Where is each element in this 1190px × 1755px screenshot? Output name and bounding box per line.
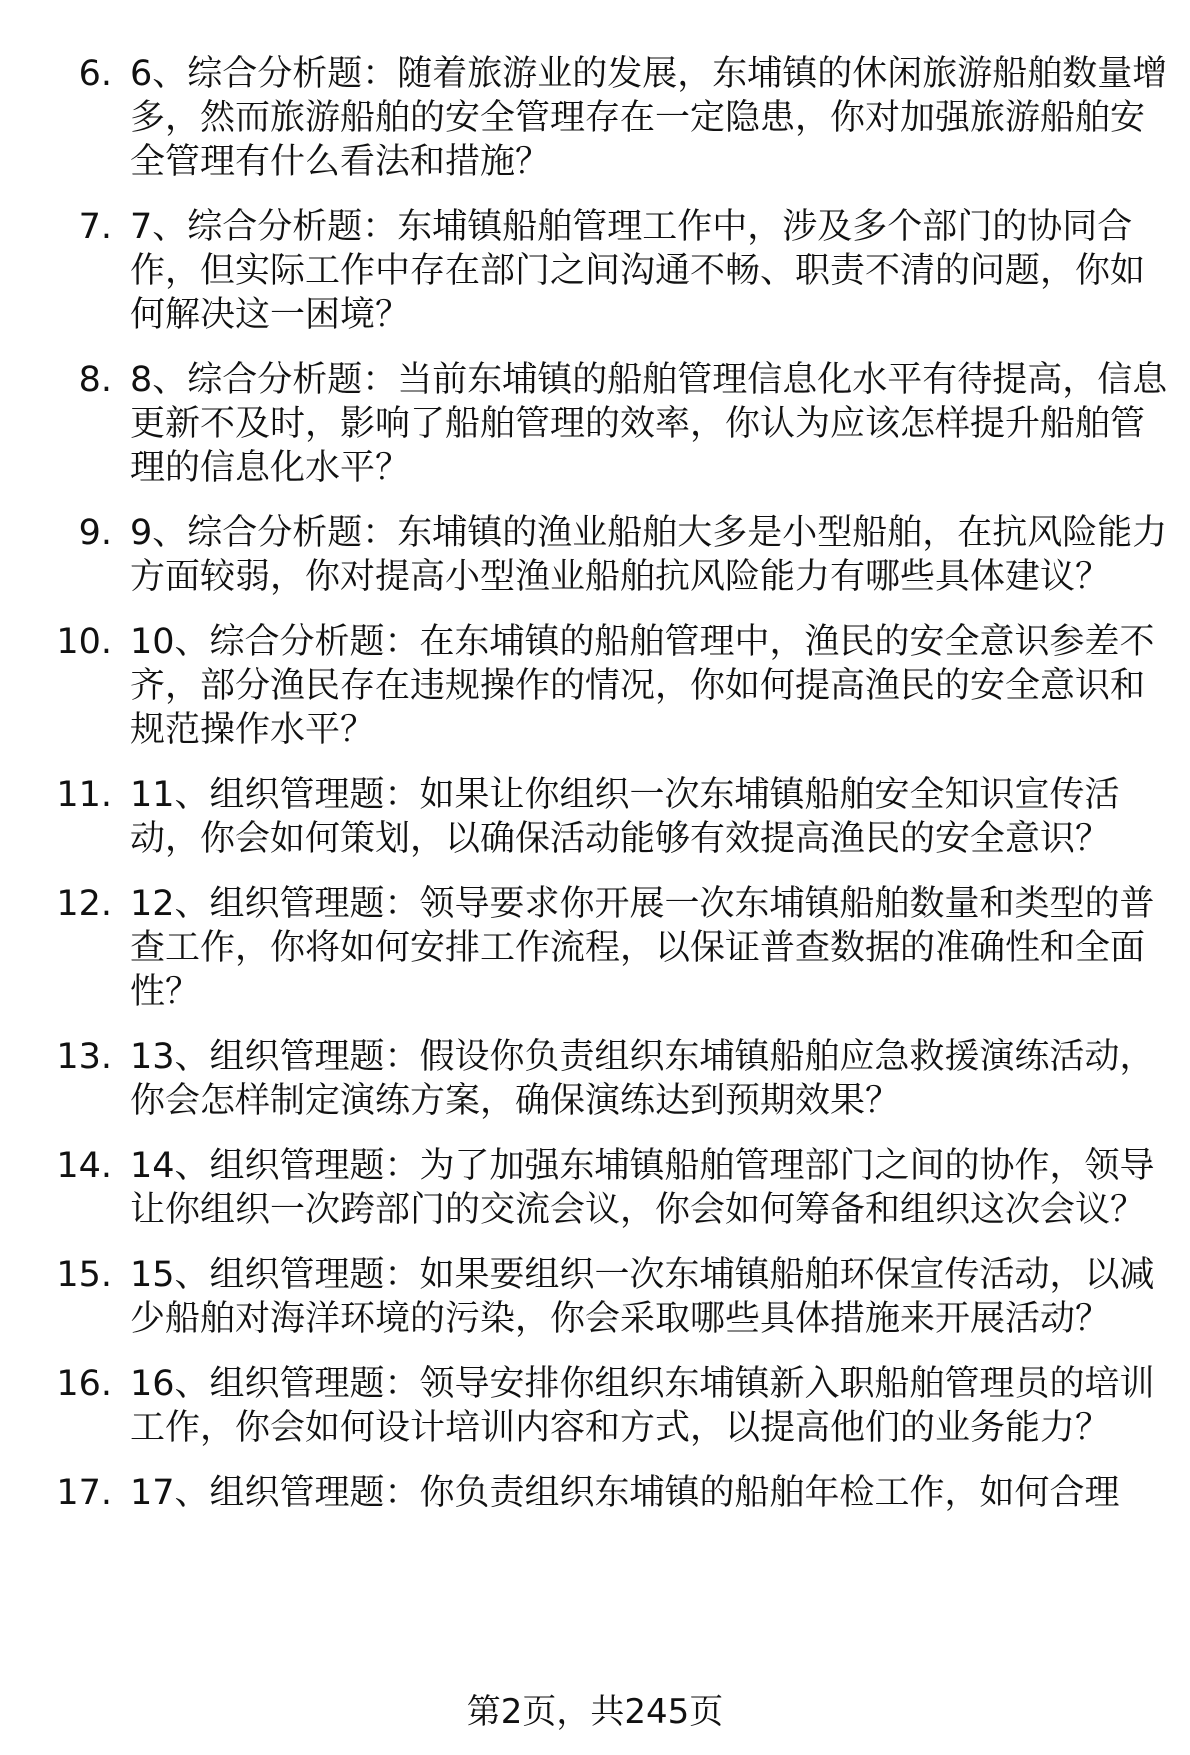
list-item <box>0 620 1190 752</box>
item-number: 6. <box>78 54 112 94</box>
list-item <box>0 511 1190 599</box>
item-number: 9. <box>78 513 112 553</box>
list-item <box>0 1253 1190 1341</box>
item-number: 17. <box>56 1473 112 1513</box>
list-item <box>0 205 1190 337</box>
page-footer: 第2页，共245页 <box>466 1692 724 1732</box>
question-text: 8、综合分析题：当前东埔镇的船舶管理信息化水平有待提高，信息更新不及时，影响了船舶管理的效率，你认为应该怎样提升船舶管理的信息化水平？ <box>130 360 1168 488</box>
item-number: 12. <box>56 884 112 924</box>
question-text: 13、组织管理题：假设你负责组织东埔镇船舶应急救援演练活动，你会怎样制定演练方案，确保演练达到预期效果？ <box>130 1037 1155 1121</box>
question-text: 15、组织管理题：如果要组织一次东埔镇船舶环保宣传活动，以减少船舶对海洋环境的污染，你会采取哪些具体措施来开展活动？ <box>130 1255 1155 1339</box>
list-item <box>0 1362 1190 1450</box>
list-item <box>0 1035 1190 1123</box>
list-item <box>0 773 1190 861</box>
item-number: 16. <box>56 1364 112 1404</box>
question-text: 12、组织管理题：领导要求你开展一次东埔镇船舶数量和类型的普查工作，你将如何安排工作流程，以保证普查数据的准确性和全面性？ <box>130 884 1155 1012</box>
question-text: 6、综合分析题：随着旅游业的发展，东埔镇的休闲旅游船舶数量增多，然而旅游船舶的安全管理存在一定隐患，你对加强旅游船舶安全管理有什么看法和措施？ <box>130 54 1168 182</box>
question-text: 14、组织管理题：为了加强东埔镇船舶管理部门之间的协作，领导让你组织一次跨部门的交流会议，你会如何筹备和组织这次会议？ <box>130 1146 1155 1230</box>
item-number: 8. <box>78 360 112 400</box>
question-text: 10、综合分析题：在东埔镇的船舶管理中，渔民的安全意识参差不齐，部分渔民存在违规操作的情况，你如何提高渔民的安全意识和规范操作水平？ <box>130 622 1155 750</box>
item-number: 13. <box>56 1037 112 1077</box>
question-text: 16、组织管理题：领导安排你组织东埔镇新入职船舶管理员的培训工作，你会如何设计培训内容和方式，以提高他们的业务能力？ <box>130 1364 1155 1448</box>
question-text: 9、综合分析题：东埔镇的渔业船舶大多是小型船舶，在抗风险能力方面较弱，你对提高小型渔业船舶抗风险能力有哪些具体建议？ <box>130 513 1168 597</box>
list-item <box>0 882 1190 1014</box>
list-item <box>0 52 1190 184</box>
item-number: 11. <box>56 775 112 815</box>
list-item <box>0 1471 1190 1515</box>
question-list <box>0 52 1190 1536</box>
item-number: 14. <box>56 1146 112 1186</box>
item-number: 7. <box>78 207 112 247</box>
list-item <box>0 358 1190 490</box>
question-text: 11、组织管理题：如果让你组织一次东埔镇船舶安全知识宣传活动，你会如何策划，以确保活动能够有效提高渔民的安全意识？ <box>130 775 1120 859</box>
question-text: 7、综合分析题：东埔镇船舶管理工作中，涉及多个部门的协同合作，但实际工作中存在部门之间沟通不畅、职责不清的问题，你如何解决这一困境？ <box>130 207 1146 335</box>
question-text: 17、组织管理题：你负责组织东埔镇的船舶年检工作，如何合理 <box>130 1473 1120 1513</box>
item-number: 10. <box>56 622 112 662</box>
list-item <box>0 1144 1190 1232</box>
item-number: 15. <box>56 1255 112 1295</box>
